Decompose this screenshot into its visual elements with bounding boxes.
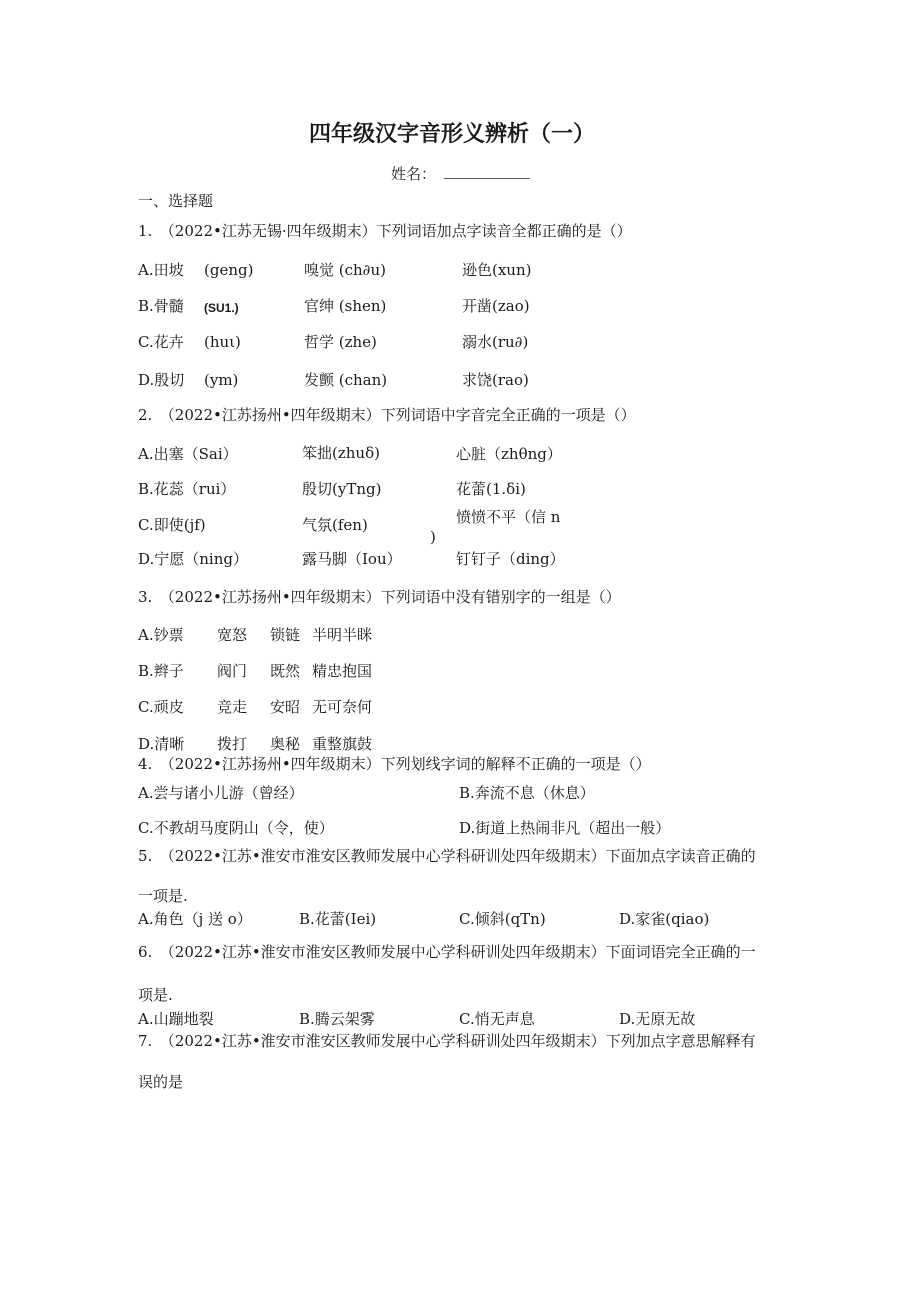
q2-option-c-word: C.即使(jf) <box>138 516 206 534</box>
q3-option-c-w3: 安昭 <box>270 698 301 716</box>
q3-option-a-w3: 锁链 <box>270 626 301 644</box>
q1-option-d-word: D.殷切 <box>138 371 185 389</box>
q3-option-c-w1: C.顽皮 <box>138 698 184 716</box>
q2-option-a-word2: 笨拙(zhuδ) <box>302 444 380 462</box>
q5-option-c: C.倾斜(qTn) <box>459 910 546 928</box>
q1-option-a-word2: 嗅觉 (ch∂u) <box>304 261 386 279</box>
question-1-stem: 1. （2022•江苏无锡·四年级期末）下列词语加点字读音全都正确的是（） <box>138 222 632 240</box>
q1-option-c-word3: 溺水(ru∂) <box>462 333 529 351</box>
q1-option-c-word: C.花卉 <box>138 333 184 351</box>
q3-option-d-w3: 奥秘 <box>270 735 301 753</box>
question-4-stem: 4. （2022•江苏扬州•四年级期末）下列划线字词的解释不正确的一项是（） <box>138 755 651 773</box>
q3-option-d-w1: D.清晰 <box>138 735 185 753</box>
q6-option-c: C.悄无声息 <box>459 1010 535 1028</box>
q1-option-d-word3: 求饶(rao) <box>462 371 529 389</box>
q2-option-b-word3: 花蕾(1.δi) <box>456 480 526 498</box>
q6-option-d: D.无原无故 <box>619 1010 696 1028</box>
question-7-stem-cont: 误的是 <box>138 1073 184 1091</box>
q1-option-a-word: A.田坡 <box>138 261 184 279</box>
question-6-stem: 6. （2022•江苏•淮安市淮安区教师发展中心学科研训处四年级期末）下面词语完全正确的一 <box>138 943 756 961</box>
q3-option-d-w2: 拨打 <box>217 735 248 753</box>
q2-option-d-word3: 钉钉子（ding） <box>456 550 565 568</box>
question-5-stem: 5. （2022•江苏•淮安市淮安区教师发展中心学科研训处四年级期末）下面加点字读音正确的 <box>138 847 756 865</box>
q5-option-d: D.家雀(qiao) <box>619 910 710 928</box>
name-field <box>391 165 530 183</box>
q4-option-c: C.不教胡马度阴山（令，使） <box>138 819 334 837</box>
q1-option-a-pinyin: (geng) <box>204 261 254 279</box>
q1-option-c-word2: 哲学 (zhe) <box>304 333 377 351</box>
q3-option-a-w2: 宽怒 <box>217 626 248 644</box>
q1-option-b-pinyin: (SU1.) <box>204 301 239 315</box>
q2-option-a-word: A.出塞（Sai） <box>138 445 238 463</box>
q6-option-a: A.山蹦地裂 <box>138 1010 214 1028</box>
q3-option-a-w4: 半明半眯 <box>312 626 373 644</box>
q2-option-c-paren: ) <box>430 528 436 546</box>
q3-option-b-w3: 既然 <box>270 662 301 680</box>
q2-option-c-word2: 气氛(fen) <box>302 516 368 534</box>
q4-option-b: B.奔流不息（休息） <box>459 784 595 802</box>
q1-option-c-pinyin: (huι) <box>204 333 241 351</box>
q1-option-d-word2: 发颤 (chan) <box>304 371 388 389</box>
q3-option-c-w2: 竞走 <box>217 698 248 716</box>
q5-option-a: A.角色（j 送 o） <box>138 910 252 928</box>
q2-option-b-word: B.花蕊（rui） <box>138 480 236 498</box>
q3-option-b-w4: 精忠抱国 <box>312 662 373 680</box>
q1-option-b-word3: 开凿(zao) <box>462 297 530 315</box>
q3-option-b-w1: B.辫子 <box>138 662 184 680</box>
question-2-stem: 2. （2022•江苏扬州•四年级期末）下列词语中字音完全正确的一项是（） <box>138 406 636 424</box>
q3-option-a-w1: A.钞票 <box>138 626 184 644</box>
q1-option-b-word2: 官绅 (shen) <box>304 297 387 315</box>
q1-option-b-word: B.骨髓 <box>138 297 184 315</box>
q3-option-b-w2: 阀门 <box>217 662 248 680</box>
q6-option-b: B.腾云架雾 <box>299 1010 375 1028</box>
question-6-stem-cont: 项是. <box>138 986 173 1004</box>
q4-option-a: A.尝与诸小儿游（曾经） <box>138 784 304 802</box>
page-title: 四年级汉字音形义辨析（一） <box>309 121 596 147</box>
question-3-stem: 3. （2022•江苏扬州•四年级期末）下列词语中没有错别字的一组是（） <box>138 588 621 606</box>
name-blank <box>444 166 530 179</box>
q4-option-d: D.街道上热闹非凡（超出一般） <box>459 819 671 837</box>
q2-option-c-word3: 愤愤不平（信 n <box>456 508 561 526</box>
q2-option-d-word2: 露马脚（Iou） <box>302 550 402 568</box>
q2-option-b-word2: 殷切(yTng) <box>302 480 382 498</box>
q5-option-b: B.花蕾(Iei) <box>299 910 377 928</box>
q1-option-a-word3: 逊色(xun) <box>462 261 532 279</box>
name-label: 姓名： <box>391 165 437 183</box>
question-5-stem-cont: 一项是. <box>138 887 188 905</box>
q2-option-d-word: D.宁愿（ning） <box>138 550 248 568</box>
q1-option-d-pinyin: (ym) <box>204 371 239 389</box>
q3-option-c-w4: 无可奈何 <box>312 698 373 716</box>
q2-option-a-word3: 心脏（zhθng） <box>456 445 562 463</box>
question-7-stem: 7. （2022•江苏•淮安市淮安区教师发展中心学科研训处四年级期末）下列加点字意思解释有 <box>138 1032 756 1050</box>
q3-option-d-w4: 重整旗鼓 <box>312 735 373 753</box>
section-heading: 一、选择题 <box>138 192 214 210</box>
